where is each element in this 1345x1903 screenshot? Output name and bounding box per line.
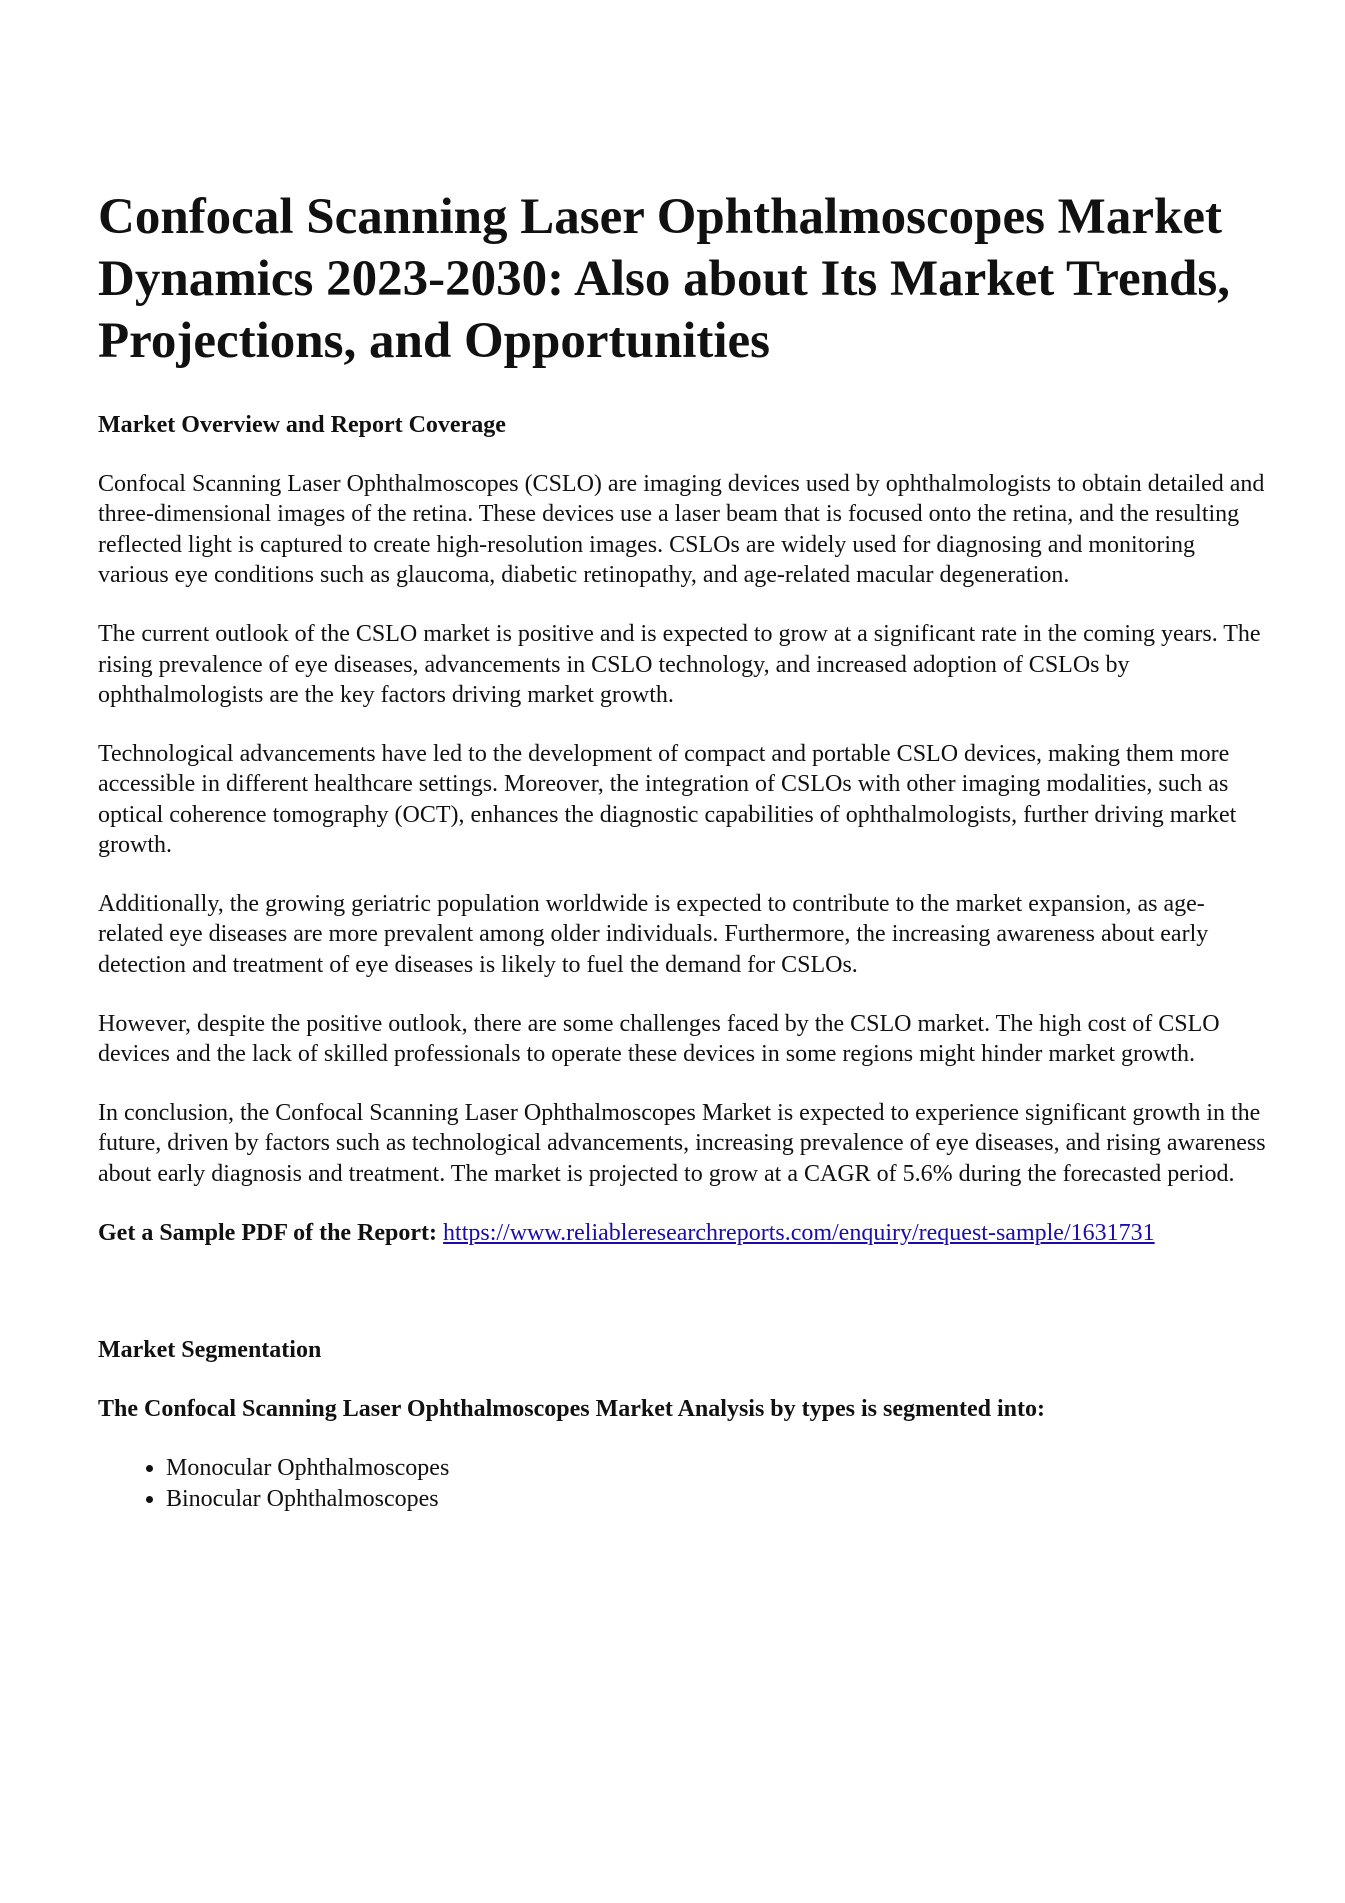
sample-label: Get a Sample PDF of the Report: [98,1219,438,1246]
overview-heading: Market Overview and Report Coverage [98,412,506,438]
sample-link[interactable]: https://www.reliableresearchreports.com/enquiry/request-sample/1631731 [443,1219,1155,1246]
page-title: Confocal Scanning Laser Ophthalmoscopes Market Dynamics 2023-2030: Also about Its Market Trends, Projections, and Opportunities [98,189,1230,369]
segmentation-heading: Market Segmentation [98,1336,322,1363]
paragraph: However, despite the positive outlook, there are some challenges faced by the CSLO market. The high cost of CSLO devices and the lack of skilled professionals to operate these devices in some regions might hinder market growth. [98,1010,1220,1068]
paragraph: Technological advancements have led to the development of compact and portable CSLO devices, making them more accessible in different healthcare settings. Moreover, the integration of CSLOs with other imaging modalities, such as optical coherence tomography (OCT), enhances the diagnostic capabilities of ophthalmologists, further driving market growth. [98,740,1237,859]
types-list [98,1453,1266,1515]
paragraph: Confocal Scanning Laser Ophthalmoscopes (CSLO) are imaging devices used by ophthalmologists to obtain detailed and three-dimensional images of the retina. These devices use a laser beam that is focused onto the retina, and the resulting reflected light is captured to create high-resolution images. CSLOs are widely used for diagnosing and monitoring various eye conditions such as glaucoma, diabetic retinopathy, and age-related macular degeneration. [98,471,1265,589]
paragraph: Additionally, the growing geriatric population worldwide is expected to contribute to the market expansion, as age-related eye diseases are more prevalent among older individuals. Furthermore, the increasing awareness about early detection and treatment of eye diseases is likely to fuel the demand for CSLOs. [98,890,1209,978]
document [98,186,1266,1515]
types-heading: The Confocal Scanning Laser Ophthalmoscopes Market Analysis by types is segmented into: [98,1395,1045,1422]
paragraph: In conclusion, the Confocal Scanning Laser Ophthalmoscopes Market is expected to experience significant growth in the future, driven by factors such as technological advancements, increasing prevalence of eye diseases, and rising awareness about early diagnosis and treatment. The market is projected to grow at a CAGR of 5.6% during the forecasted period. [98,1100,1266,1187]
sample-request [98,1218,1266,1248]
spacer [98,1277,1266,1335]
list-item: • Binocular Ophthalmoscopes [166,1484,1266,1515]
list-item: • Monocular Ophthalmoscopes [166,1453,1266,1484]
paragraph: The current outlook of the CSLO market is positive and is expected to grow at a significant rate in the coming years. The rising prevalence of eye diseases, advancements in CSLO technology, and increased adoption of CSLOs by ophthalmologists are the key factors driving market growth. [98,621,1261,708]
